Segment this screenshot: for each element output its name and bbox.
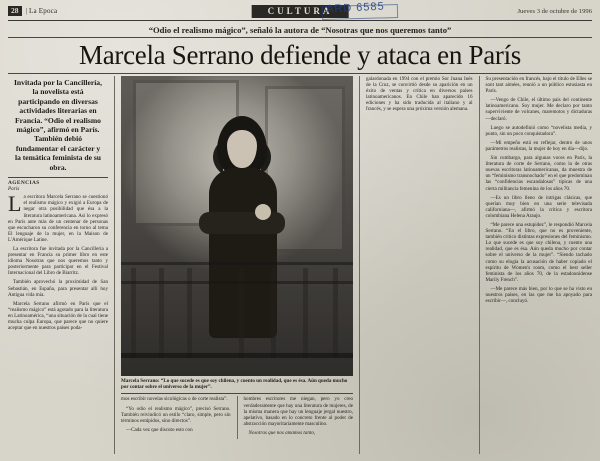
- archive-stamp-text: ARD 6585: [325, 0, 386, 16]
- date-line: Jueves 3 de octubre de 1996: [517, 7, 592, 15]
- paragraph: Sin cumbargo, para algunas voces en París, la literatura de corte de Serrano, como la de otras nuevas escritoras latinoamericanas, da muestra de un “feminismo transnochado” en el que predominan las “confidencias escandalosas” típicas de una cierta militancia femenina de los años 70.: [485, 155, 592, 192]
- masthead-bar: [8, 0, 592, 18]
- column-right-a: [366, 76, 473, 454]
- article-body: [8, 76, 592, 454]
- figure-arm: [199, 212, 285, 234]
- balustrade-rail: [121, 281, 353, 284]
- column-photo-left: [121, 396, 231, 439]
- column-middle: [121, 76, 353, 454]
- paragraph: La escritora fue invitada por la Cancillería a presentar en Francia su primer libro en este idioma Nosotras que nos queremos tanto y posteriormente para participar en el Festival Internacional del Libro de Biarritz.: [8, 246, 108, 277]
- rule-blurb: [8, 177, 108, 178]
- column-photo-right: [244, 396, 354, 439]
- photo-image: [121, 76, 353, 376]
- publication-name: | La Epoca: [25, 7, 58, 15]
- lead-blurb: Invitada por la Cancillería, la novelista está participando en diversas actividades literarias en Francia. “Odio el realismo mágico”, afirmó en París. También debió fundamentar el carácter y la temática feminista de su obra.: [13, 78, 103, 172]
- section-title: CULTURA: [252, 5, 349, 18]
- column-divider: [114, 76, 115, 454]
- paragraph: Nosotras que nos amamos tanto,: [248, 429, 316, 436]
- subcolumns-under-photo: [121, 396, 353, 439]
- paragraph: “Me parece una estupidez”, le respondió Marcela Serrano. “En el libro, que no es proveniente, también critico distintas expresiones del feminismo. Lo que sucede es que soy chilena, y cuento una realidad, que es ésa. Aún queda mucho por contar sobre el universo de la mujer”. “Siendo tachado como su elogia la acusación de haber copiado el espíritu de Women's room, como el best seller feminista de los años 70, de la estadounidense Marily French”.: [485, 221, 592, 283]
- rule-caption: [121, 393, 353, 394]
- rule-headline: [8, 73, 592, 74]
- column-left: [8, 76, 108, 454]
- byline: AGENCIAS: [8, 180, 40, 187]
- paragraph: Luego se autodefinió como “novelista media, y punto, sin un poco conquistadora”.: [485, 124, 592, 137]
- rule-top: [8, 20, 592, 21]
- paragraph: La escritora Marcela Serrano se cuestionó el realismo mágico y exigió a Europa de negar otra posibilidad que ésa a la literatura latinoamericana. Así lo expresó en París ante más de un centenar de personas que escucharon su conferencia en torno al tema El lenguaje de la mujer, en la Maison de L'Amérique Latine.: [8, 191, 108, 243]
- balustrade-rail: [121, 262, 353, 265]
- paragraph: También aprovechó la proximidad de San Sebastián, en España, para presentar allí hoy Antigua vida mía.: [8, 279, 108, 298]
- paragraph: hombres escritores me niegan, pero yo creo verdaderamente que hay una literatura de mujeres, de la misma manera que hay un lenguaje jergal nuestro, apelativo, basado en lo concreto frente al poder de abstracción mayoritariamente masculino.: [243, 396, 353, 427]
- balustrade-rail: [121, 353, 353, 358]
- paragraph: —Cada vez que discuto esto con: [126, 426, 193, 433]
- paragraph: galardonada en 1994 con el premio Sor Juana Inés de la Cruz, se convirtió desde su aparición en un éxito de ventas y crítica en diversos países latinoamericanos. En Chile han aparecido 16 ediciones y ha sido traducida al italiano y al francés, y se espera una próxima versión alemana.: [366, 76, 473, 113]
- kicker: “Odio el realismo mágico”, señaló la autora de “Nosotras que nos queremos tanto”: [148, 25, 452, 35]
- folio: [8, 6, 57, 16]
- page-title: Marcela Serrano defiende y ataca en París: [79, 40, 521, 70]
- paragraph: —Vengo de Chile, el último país del continente latinoamericano. Soy mujer. Me declaro por tanto superviviente de volcanes, maremotos y dictaduras—declaró.: [485, 97, 592, 122]
- paragraph: mos escribir novelas sicológicas o de corte realista”.: [121, 396, 228, 403]
- column-divider: [479, 76, 480, 454]
- paragraph: —Me parece más bien, por lo que se ha visto en nuestros países, en las que me ha apoyado para escribir—, concluyó.: [485, 285, 592, 305]
- paragraph: “Yo odio el realismo mágico”, precisó Serrano. También reivindicó un estilo “claro, simple, pero sin términos estúpidos, sino directos”.: [121, 405, 231, 424]
- column-right-b: [486, 76, 593, 454]
- paragraph: —Mi empeño está en reflejar, dentro de unos parámetros realistas, la mujer de hoy en día—dijo.: [485, 139, 592, 152]
- paragraph: Marcela Serrano afirmó en París que el “realismo mágico” está agotado para la literatura en Latinoamérica, “una situación de la cual tiene mucha culpa Europa, que parece que no quiere aceptar que en nuestros países poda-: [8, 300, 108, 332]
- article-photo: [121, 76, 353, 376]
- paragraph: Su presentación en francés, bajo el título de Elles se sont tant aimées, reunió a un público estusiasta en París.: [485, 76, 592, 95]
- column-divider: [237, 396, 238, 439]
- figure-hand: [255, 204, 271, 220]
- column-right-group: [366, 76, 592, 454]
- photo-caption: Marcela Serrano: “Lo que sucede es que soy chilena, y cuento un realidad, que es ésa. Aún queda mucho por contar sobre el universo de la mujer”.: [121, 378, 348, 391]
- dateline-city: París: [8, 186, 20, 193]
- column-divider: [359, 76, 360, 454]
- rule-kicker: [8, 37, 592, 38]
- page-number: 28: [8, 6, 22, 16]
- paragraph: —Es un libro lleno de intrigas clásicas, que querían muy bien en una serie televisada californiana—, afirmó la crítica y escritora colombiana Helena Araujo.: [485, 194, 592, 219]
